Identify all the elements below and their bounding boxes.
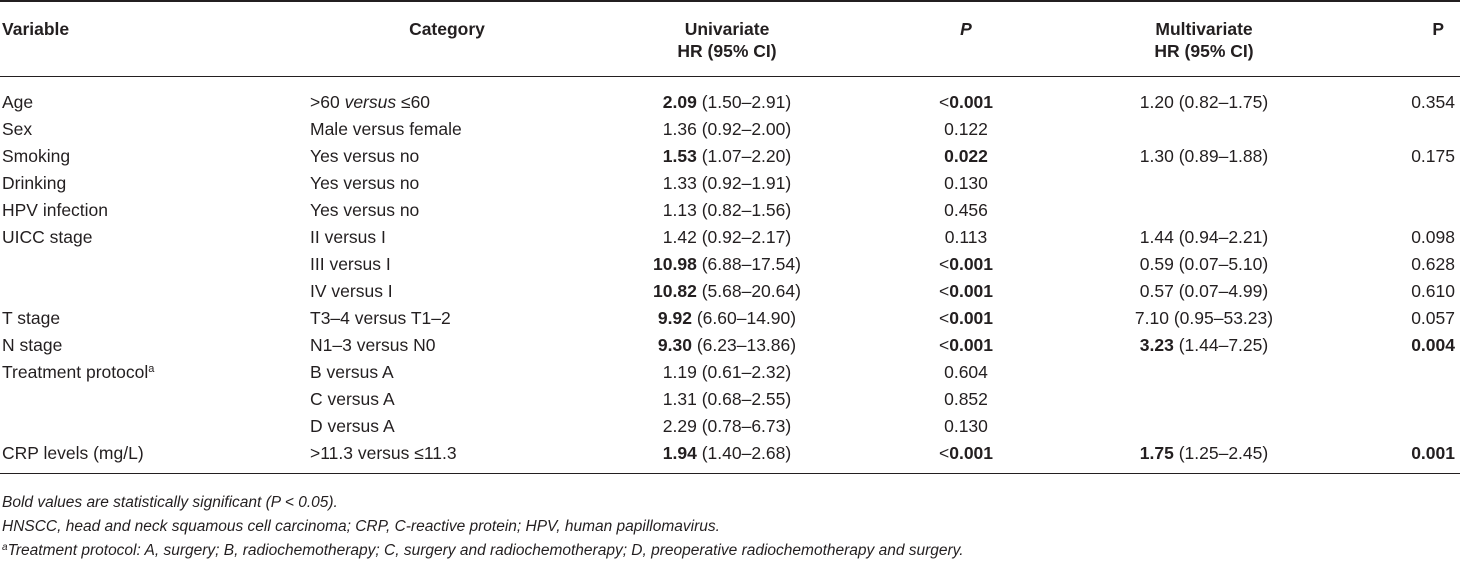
variable-text: Treatment protocol <box>2 362 149 382</box>
p-univariate-symbol: < <box>938 254 950 274</box>
table-row <box>0 359 1460 386</box>
cell-univariate-hr <box>586 251 868 278</box>
category-text: N1–3 versus N0 <box>310 335 436 355</box>
p-univariate-value: 0.001 <box>949 281 994 301</box>
footnote-bold: Bold values are statistically significant (P < 0.05). <box>2 494 338 511</box>
p-univariate-value: 0.001 <box>949 308 994 328</box>
category-text: D versus A <box>310 416 395 436</box>
footnote-treatment <box>2 539 964 563</box>
cell-category <box>308 143 586 170</box>
univariate-ci: (0.78–6.73) <box>701 416 792 436</box>
cell-p-multivariate <box>1344 77 1460 117</box>
cell-variable <box>0 143 308 170</box>
table-row <box>0 77 1460 117</box>
header-univariate-line1: Univariate <box>684 19 770 39</box>
cell-category <box>308 224 586 251</box>
category-text: II versus I <box>310 227 386 247</box>
cell-univariate-hr <box>586 332 868 359</box>
table-row <box>0 413 1460 440</box>
cell-variable <box>0 77 308 117</box>
p-multivariate-value: 0.057 <box>1411 308 1455 328</box>
category-text: >60 <box>310 92 345 112</box>
cell-p-univariate <box>868 413 1064 440</box>
cell-variable <box>0 386 308 413</box>
multivariate-ci: (1.44–7.25) <box>1178 335 1269 355</box>
cell-p-multivariate <box>1344 251 1460 278</box>
cell-univariate-hr <box>586 197 868 224</box>
multivariate-ci: (0.07–4.99) <box>1178 281 1269 301</box>
univariate-ci: (0.92–2.00) <box>701 119 792 139</box>
p-multivariate-value: 0.354 <box>1411 92 1455 112</box>
p-multivariate-value: 0.175 <box>1411 146 1455 166</box>
multivariate-hr-value: 0.59 <box>1139 254 1174 274</box>
category-text: Yes versus no <box>310 200 420 220</box>
cell-p-multivariate <box>1344 305 1460 332</box>
multivariate-hr-value: 1.20 <box>1139 92 1174 112</box>
p-univariate-value: 0.001 <box>949 443 994 463</box>
cell-category <box>308 170 586 197</box>
p-univariate-value: 0.001 <box>949 254 994 274</box>
cell-p-multivariate <box>1344 197 1460 224</box>
cell-p-multivariate <box>1344 386 1460 413</box>
cell-category <box>308 116 586 143</box>
variable-text: HPV infection <box>2 200 109 220</box>
cell-multivariate-hr <box>1064 224 1344 251</box>
p-univariate-value: 0.604 <box>944 362 988 382</box>
p-univariate-value: 0.130 <box>944 416 988 436</box>
multivariate-ci: (0.89–1.88) <box>1178 146 1269 166</box>
cell-category <box>308 197 586 224</box>
cell-p-univariate <box>868 359 1064 386</box>
univariate-hr-value: 9.30 <box>657 335 692 355</box>
p-univariate-value: 0.001 <box>949 335 994 355</box>
cell-category <box>308 77 586 117</box>
univariate-ci: (5.68–20.64) <box>701 281 801 301</box>
table-row <box>0 251 1460 278</box>
table-row <box>0 170 1460 197</box>
univariate-hr-value: 9.92 <box>657 308 692 328</box>
variable-footnote-marker: a <box>148 363 155 375</box>
p-multivariate-value: 0.610 <box>1411 281 1455 301</box>
table-row <box>0 116 1460 143</box>
p-univariate-symbol: < <box>938 281 950 301</box>
cell-univariate-hr <box>586 224 868 251</box>
cell-category <box>308 440 586 474</box>
cell-multivariate-hr <box>1064 278 1344 305</box>
cell-category <box>308 413 586 440</box>
p-univariate-value: 0.852 <box>944 389 988 409</box>
category-text: Male versus female <box>310 119 462 139</box>
header-p-univariate <box>868 1 1064 77</box>
category-text: >11.3 versus ≤11.3 <box>310 443 457 463</box>
category-text: Yes versus no <box>310 146 420 166</box>
cell-category <box>308 251 586 278</box>
cell-multivariate-hr <box>1064 440 1344 474</box>
footnote-abbreviations: HNSCC, head and neck squamous cell carcinoma; CRP, C-reactive protein; HPV, human papillomavirus. <box>2 518 720 535</box>
multivariate-hr-value: 7.10 <box>1134 308 1169 328</box>
cell-multivariate-hr <box>1064 332 1344 359</box>
univariate-ci: (0.82–1.56) <box>701 200 792 220</box>
p-univariate-symbol: < <box>938 92 950 112</box>
univariate-ci: (6.60–14.90) <box>696 308 797 328</box>
p-multivariate-value: 0.001 <box>1411 443 1455 463</box>
cell-p-multivariate <box>1344 440 1460 474</box>
multivariate-ci: (0.94–2.21) <box>1178 227 1269 247</box>
cell-p-univariate <box>868 170 1064 197</box>
cell-univariate-hr <box>586 413 868 440</box>
multivariate-ci: (0.82–1.75) <box>1178 92 1269 112</box>
univariate-ci: (1.40–2.68) <box>701 443 792 463</box>
cell-p-univariate <box>868 143 1064 170</box>
cell-p-multivariate <box>1344 143 1460 170</box>
cell-p-univariate <box>868 278 1064 305</box>
header-multivariate-line2: HR (95% CI) <box>1154 41 1254 61</box>
category-text: B versus A <box>310 362 394 382</box>
p-univariate-symbol: < <box>938 443 950 463</box>
cell-p-univariate <box>868 251 1064 278</box>
univariate-ci: (0.92–1.91) <box>701 173 792 193</box>
cell-p-multivariate <box>1344 359 1460 386</box>
cell-variable <box>0 224 308 251</box>
category-text: III versus I <box>310 254 391 274</box>
univariate-hr-value: 1.94 <box>662 443 697 463</box>
p-univariate-value: 0.113 <box>944 227 988 247</box>
cell-p-univariate <box>868 77 1064 117</box>
univariate-hr-value: 1.13 <box>662 200 697 220</box>
cell-variable <box>0 332 308 359</box>
cell-p-multivariate <box>1344 332 1460 359</box>
cell-p-univariate <box>868 305 1064 332</box>
univariate-ci: (1.50–2.91) <box>701 92 792 112</box>
univariate-hr-value: 1.42 <box>662 227 697 247</box>
cell-p-multivariate <box>1344 224 1460 251</box>
table-row <box>0 305 1460 332</box>
univariate-hr-value: 1.53 <box>662 146 697 166</box>
cell-category <box>308 386 586 413</box>
cell-multivariate-hr <box>1064 143 1344 170</box>
cell-univariate-hr <box>586 77 868 117</box>
cell-variable <box>0 170 308 197</box>
cell-p-univariate <box>868 332 1064 359</box>
univariate-hr-value: 2.09 <box>662 92 697 112</box>
header-multivariate <box>1064 1 1344 77</box>
multivariate-hr-value: 1.75 <box>1139 443 1174 463</box>
p-multivariate-value: 0.098 <box>1411 227 1455 247</box>
header-univariate <box>586 1 868 77</box>
multivariate-hr-value: 0.57 <box>1139 281 1174 301</box>
univariate-ci: (6.88–17.54) <box>701 254 801 274</box>
table-row <box>0 278 1460 305</box>
table-row <box>0 197 1460 224</box>
p-univariate-symbol: < <box>938 308 950 328</box>
cell-univariate-hr <box>586 440 868 474</box>
cell-multivariate-hr <box>1064 251 1344 278</box>
cell-variable <box>0 440 308 474</box>
cell-multivariate-hr <box>1064 77 1344 117</box>
cell-p-univariate <box>868 197 1064 224</box>
cell-variable <box>0 251 308 278</box>
cell-variable <box>0 278 308 305</box>
table-row <box>0 224 1460 251</box>
univariate-hr-value: 2.29 <box>662 416 697 436</box>
cell-category <box>308 332 586 359</box>
cell-multivariate-hr <box>1064 359 1344 386</box>
cell-variable <box>0 413 308 440</box>
cell-p-multivariate <box>1344 278 1460 305</box>
univariate-ci: (0.68–2.55) <box>701 389 792 409</box>
footnote-treatment-marker: a <box>2 542 8 553</box>
multivariate-ci: (1.25–2.45) <box>1178 443 1269 463</box>
cell-multivariate-hr <box>1064 170 1344 197</box>
footnote-treatment-text: Treatment protocol: A, surgery; B, radiochemotherapy; C, surgery and radiochemotherapy; D, preoperative radiochemotherapy and surgery. <box>7 542 964 559</box>
univariate-hr-value: 1.33 <box>662 173 697 193</box>
variable-text: T stage <box>2 308 61 328</box>
cell-multivariate-hr <box>1064 197 1344 224</box>
category-text: IV versus I <box>310 281 393 301</box>
variable-text: UICC stage <box>2 227 93 247</box>
header-category: Category <box>409 19 485 39</box>
cell-multivariate-hr <box>1064 116 1344 143</box>
univariate-ci: (6.23–13.86) <box>696 335 797 355</box>
p-multivariate-value: 0.628 <box>1411 254 1455 274</box>
variable-text: CRP levels (mg/L) <box>2 443 144 463</box>
header-univariate-line2: HR (95% CI) <box>677 41 777 61</box>
multivariate-ci: (0.07–5.10) <box>1178 254 1269 274</box>
cell-category <box>308 278 586 305</box>
p-multivariate-value: 0.004 <box>1411 335 1455 355</box>
p-univariate-value: 0.130 <box>944 173 988 193</box>
table-footnotes <box>2 491 964 563</box>
univariate-hr-value: 1.36 <box>662 119 697 139</box>
header-variable: Variable <box>2 19 70 39</box>
table-row <box>0 386 1460 413</box>
variable-text: Smoking <box>2 146 71 166</box>
header-row <box>0 1 1460 77</box>
cell-multivariate-hr <box>1064 386 1344 413</box>
cell-p-univariate <box>868 116 1064 143</box>
table-body <box>0 77 1460 474</box>
multivariate-ci: (0.95–53.23) <box>1173 308 1274 328</box>
category-text-end: ≤60 <box>396 92 431 112</box>
cell-variable <box>0 116 308 143</box>
cell-univariate-hr <box>586 116 868 143</box>
univariate-hr-value: 1.31 <box>662 389 697 409</box>
table-row <box>0 143 1460 170</box>
cell-multivariate-hr <box>1064 305 1344 332</box>
table-row <box>0 440 1460 474</box>
header-multivariate-line1: Multivariate <box>1155 19 1253 39</box>
cell-category <box>308 305 586 332</box>
cell-univariate-hr <box>586 143 868 170</box>
univariate-hr-value: 10.98 <box>653 254 697 274</box>
category-italic-text: versus <box>344 92 397 112</box>
p-univariate-value: 0.122 <box>944 119 988 139</box>
variable-text: N stage <box>2 335 63 355</box>
p-univariate-value: 0.456 <box>944 200 988 220</box>
p-univariate-value: 0.001 <box>949 92 994 112</box>
category-text: Yes versus no <box>310 173 420 193</box>
cell-univariate-hr <box>586 305 868 332</box>
cell-p-multivariate <box>1344 413 1460 440</box>
cell-p-univariate <box>868 386 1064 413</box>
cell-univariate-hr <box>586 359 868 386</box>
cell-category <box>308 359 586 386</box>
variable-text: Age <box>2 92 34 112</box>
multivariate-hr-value: 1.30 <box>1139 146 1174 166</box>
header-p-multivariate: P <box>1432 19 1444 39</box>
cell-variable <box>0 359 308 386</box>
univariate-ci: (0.61–2.32) <box>701 362 792 382</box>
univariate-ci: (1.07–2.20) <box>701 146 792 166</box>
category-text: C versus A <box>310 389 395 409</box>
cell-p-multivariate <box>1344 116 1460 143</box>
multivariate-hr-value: 3.23 <box>1139 335 1174 355</box>
p-univariate-symbol: < <box>938 335 950 355</box>
table-row <box>0 332 1460 359</box>
cell-p-univariate <box>868 440 1064 474</box>
variable-text: Drinking <box>2 173 67 193</box>
header-p-univariate-text: P <box>960 19 972 39</box>
cell-univariate-hr <box>586 386 868 413</box>
p-univariate-value: 0.022 <box>944 146 988 166</box>
univariate-hr-value: 10.82 <box>653 281 697 301</box>
multivariate-hr-value: 1.44 <box>1139 227 1174 247</box>
univariate-ci: (0.92–2.17) <box>701 227 792 247</box>
cell-multivariate-hr <box>1064 413 1344 440</box>
cell-p-multivariate <box>1344 170 1460 197</box>
cell-univariate-hr <box>586 170 868 197</box>
variable-text: Sex <box>2 119 33 139</box>
cell-p-univariate <box>868 224 1064 251</box>
univariate-hr-value: 1.19 <box>662 362 697 382</box>
cell-variable <box>0 305 308 332</box>
cell-variable <box>0 197 308 224</box>
cell-univariate-hr <box>586 278 868 305</box>
category-text: T3–4 versus T1–2 <box>310 308 451 328</box>
